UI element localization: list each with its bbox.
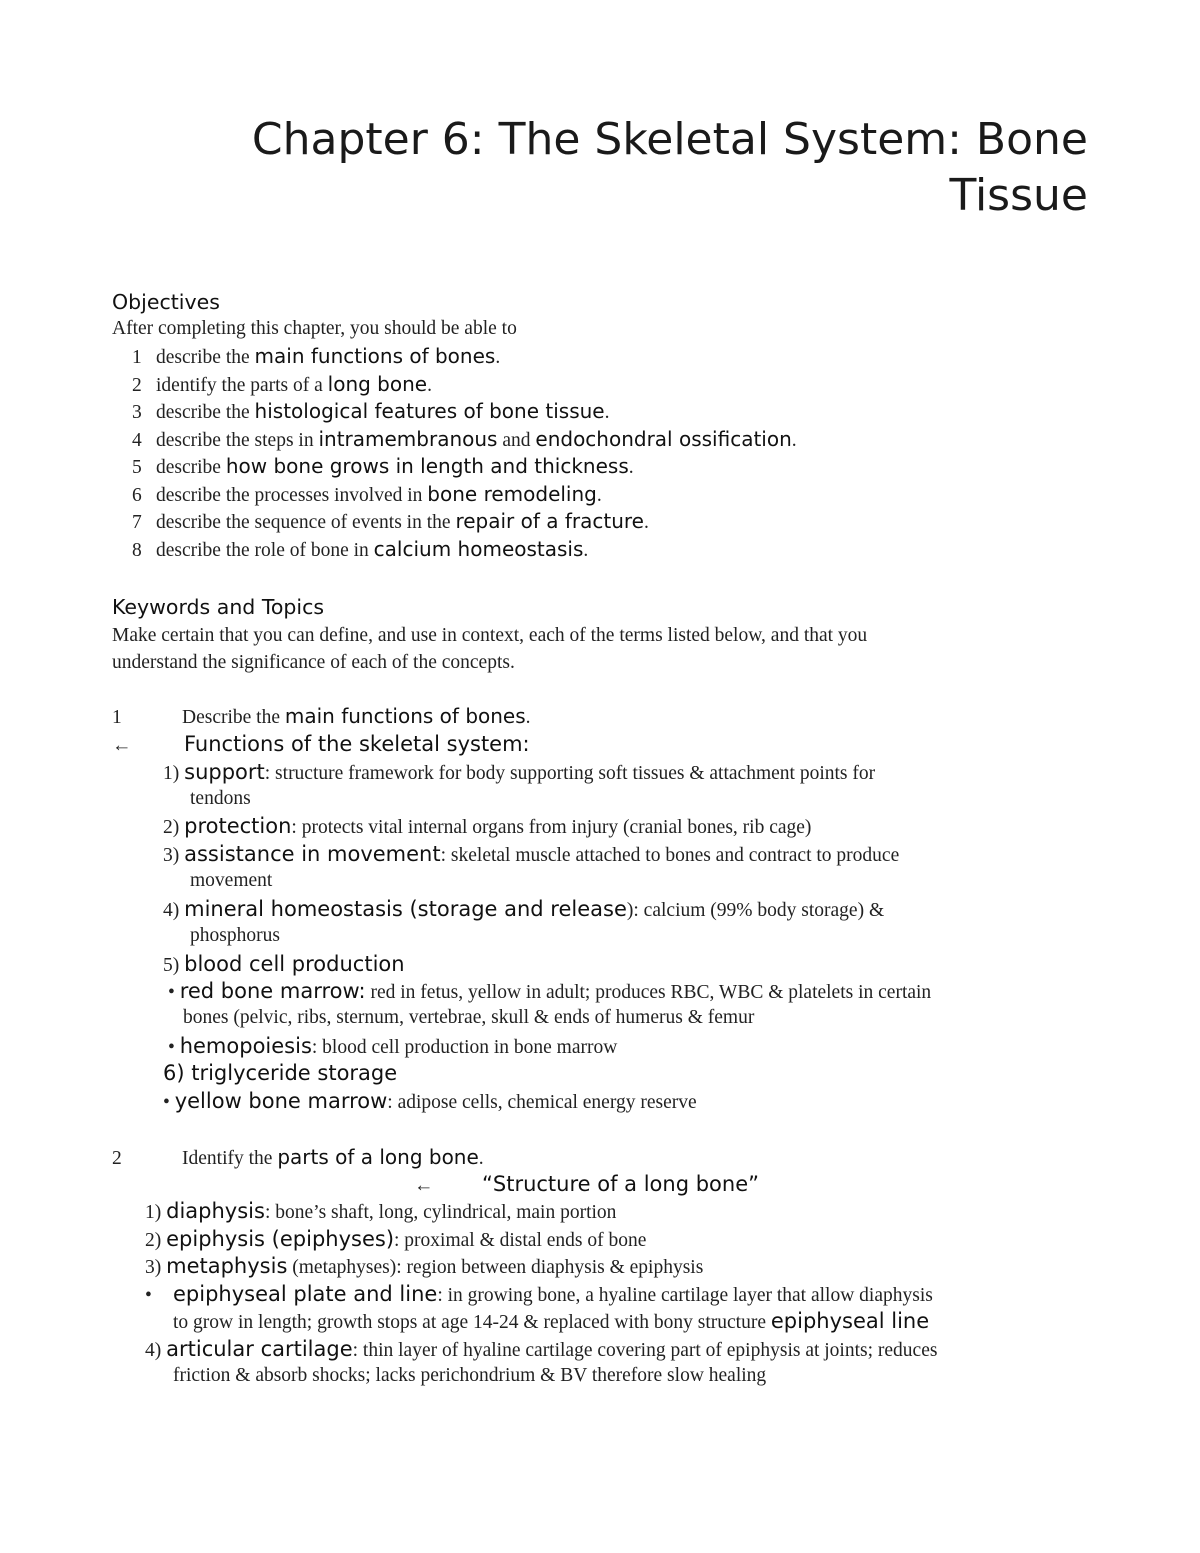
objective-item: 5 describe how bone grows in length and thickness. (132, 454, 634, 478)
bullet-item: • yellow bone marrow: adipose cells, chemical energy reserve (163, 1089, 697, 1113)
function-item: 5) blood cell production (163, 952, 405, 976)
function-item: 4) mineral homeostasis (storage and release): calcium (99% body storage) & (163, 897, 885, 921)
objectives-heading: Objectives (112, 290, 220, 314)
objective-item: 1 describe the main functions of bones. (132, 344, 501, 368)
function-item: 3) assistance in movement: skeletal muscle attached to bones and contract to produce (163, 842, 900, 866)
part-item-cont: friction & absorb shocks; lacks perichondrium & BV therefore slow healing (173, 1365, 767, 1386)
keywords-intro-line-1: Make certain that you can define, and use in context, each of the terms listed below, and that you (112, 625, 868, 646)
part-item: 1) diaphysis: bone’s shaft, long, cylindrical, main portion (145, 1199, 617, 1223)
part-item-cont: to grow in length; growth stops at age 14-24 & replaced with bony structure epiphyseal line (173, 1309, 930, 1333)
objectives-intro: After completing this chapter, you should be able to (112, 318, 517, 339)
title-line-1: Chapter 6: The Skeletal System: Bone (251, 114, 1088, 165)
section-2-heading: 2 Identify the parts of a long bone. (112, 1145, 484, 1169)
function-item-cont: phosphorus (190, 925, 280, 946)
function-item-cont: movement (190, 870, 273, 891)
objective-item: 6 describe the processes involved in bone remodeling. (132, 482, 602, 506)
function-item: 6) triglyceride storage (163, 1061, 398, 1085)
objective-item: 2 identify the parts of a long bone. (132, 372, 432, 396)
bullet-item-cont: bones (pelvic, ribs, sternum, vertebrae, skull & ends of humerus & femur (183, 1007, 755, 1028)
function-item: 2) protection: protects vital internal organs from injury (cranial bones, rib cage) (163, 814, 812, 838)
objective-item: 7 describe the sequence of events in the repair of a fracture. (132, 509, 649, 533)
section-1-subheading: ← Functions of the skeletal system: (112, 731, 530, 759)
arrow-icon: ← (414, 1175, 434, 1196)
part-item: 4) articular cartilage: thin layer of hyaline cartilage covering part of epiphysis at joints; reduces (145, 1337, 938, 1361)
keywords-intro-line-2: understand the significance of each of the concepts. (112, 652, 515, 673)
bullet-item: • red bone marrow: red in fetus, yellow in adult; produces RBC, WBC & platelets in certain (168, 979, 932, 1003)
arrow-icon: ← (112, 735, 132, 756)
part-item: 3) metaphysis (metaphyses): region between diaphysis & epiphysis (145, 1254, 704, 1278)
section-2-subheading: ← “Structure of a long bone” (414, 1171, 759, 1199)
bullet-item: • hemopoiesis: blood cell production in bone marrow (168, 1034, 618, 1058)
keywords-heading: Keywords and Topics (112, 595, 325, 619)
part-item: 2) epiphysis (epiphyses): proximal & distal ends of bone (145, 1227, 647, 1251)
section-1-heading: 1 Describe the main functions of bones. (112, 704, 531, 728)
page-title (88, 112, 1088, 224)
objective-item: 8 describe the role of bone in calcium homeostasis. (132, 537, 589, 561)
objective-item: 3 describe the histological features of bone tissue. (132, 399, 610, 423)
objective-item: 4 describe the steps in intramembranous and endochondral ossification. (132, 427, 797, 451)
part-item: • epiphyseal plate and line: in growing bone, a hyaline cartilage layer that allow diaphysis (145, 1282, 933, 1306)
function-item: 1) support: structure framework for body supporting soft tissues & attachment points for (163, 760, 876, 784)
title-line-2: Tissue (949, 170, 1088, 221)
function-item-cont: tendons (190, 788, 251, 809)
